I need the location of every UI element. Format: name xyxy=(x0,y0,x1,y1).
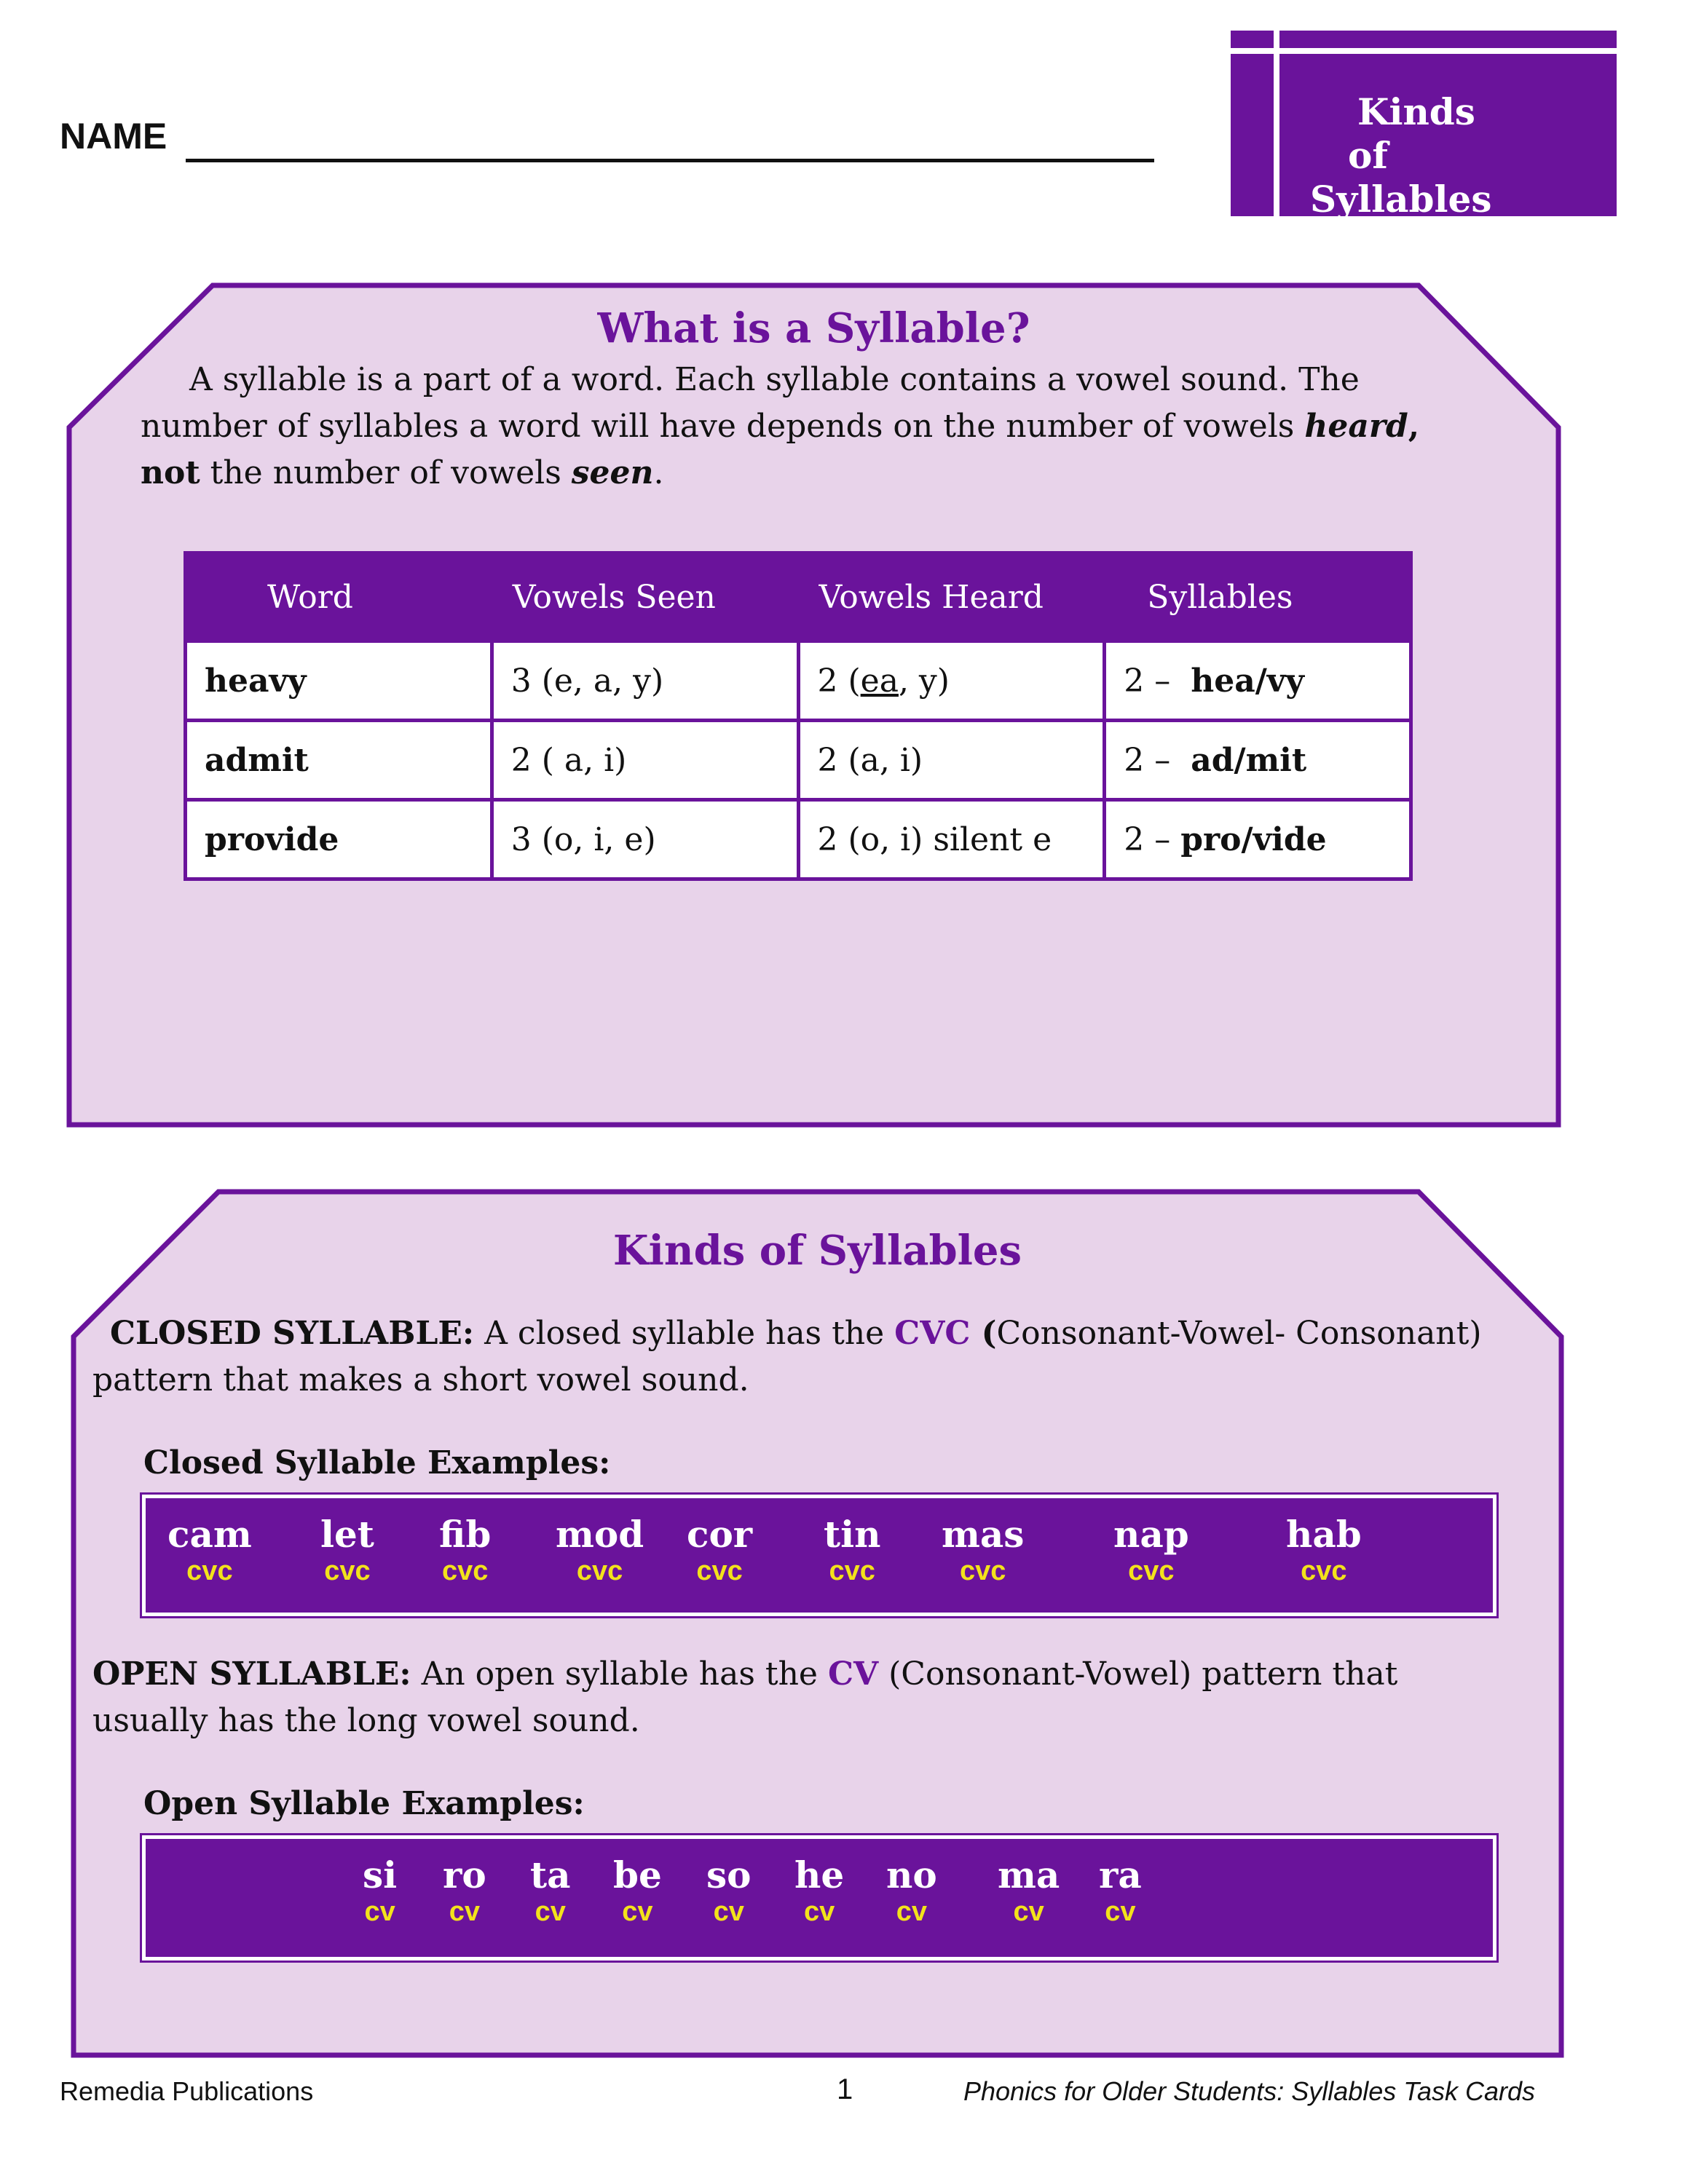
cell-syllables: 2 – ad/mit xyxy=(1105,721,1411,800)
name-input-line[interactable] xyxy=(186,159,1154,162)
open-example: so cv xyxy=(706,1853,752,1927)
open-syllable-definition xyxy=(92,1651,1397,1744)
closed-example: cor cvc xyxy=(687,1513,753,1586)
open-example: no cv xyxy=(886,1853,937,1927)
closed-example: mod cvc xyxy=(556,1513,644,1586)
footer-book-title: Phonics for Older Students: Syllables Task Cards xyxy=(963,2076,1536,2106)
table-row xyxy=(186,800,1411,879)
cell-vowels-seen: 3 (e, a, y) xyxy=(492,641,798,721)
name-label: NAME xyxy=(60,116,167,157)
col-header-vowels-seen: Vowels Seen xyxy=(492,553,798,641)
table-header-row xyxy=(186,553,1411,641)
col-header-syllables: Syllables xyxy=(1105,553,1411,641)
definition-line-3: not the number of vowels seen. xyxy=(141,454,664,491)
what-is-a-syllable-heading: What is a Syllable? xyxy=(597,304,1030,352)
closed-examples-title: Closed Syllable Examples: xyxy=(143,1444,611,1481)
col-header-word: Word xyxy=(186,553,492,641)
cell-syllables: 2 – hea/vy xyxy=(1105,641,1411,721)
closed-syllable-definition xyxy=(92,1310,1482,1404)
definition-line-2: number of syllables a word will have depends on the number of vowels heard, xyxy=(141,408,1420,445)
title-line-1: Kinds xyxy=(1357,90,1475,133)
table-row xyxy=(186,721,1411,800)
cell-syllables: 2 – pro/vide xyxy=(1105,800,1411,879)
cell-vowels-heard: 2 (a, i) xyxy=(798,721,1105,800)
closed-example: cam cvc xyxy=(167,1513,252,1586)
title-line-3: Syllables xyxy=(1310,178,1492,221)
open-examples-strip xyxy=(142,1835,1496,1961)
cell-vowels-seen: 3 (o, i, e) xyxy=(492,800,798,879)
definition-paragraph xyxy=(141,357,1419,496)
col-header-vowels-heard: Vowels Heard xyxy=(798,553,1105,641)
definition-line-1: A syllable is a part of a word. Each syllable contains a vowel sound. The xyxy=(189,361,1360,398)
open-examples-title: Open Syllable Examples: xyxy=(143,1785,585,1822)
closed-definition-line-2: pattern that makes a short vowel sound. xyxy=(92,1361,749,1398)
closed-definition-line-1: CLOSED SYLLABLE: A closed syllable has the CVC (Consonant-Vowel- Consonant) xyxy=(110,1315,1482,1352)
open-example: be cv xyxy=(613,1853,662,1927)
cell-word: heavy xyxy=(186,641,492,721)
open-definition-line-2: usually has the long vowel sound. xyxy=(92,1702,640,1739)
closed-example: fib cvc xyxy=(439,1513,492,1586)
open-example: he cv xyxy=(794,1853,845,1927)
open-example: ro cv xyxy=(443,1853,486,1927)
closed-example: tin cvc xyxy=(824,1513,881,1586)
cell-word: admit xyxy=(186,721,492,800)
title-line-2: of xyxy=(1348,134,1388,177)
open-example: ma cv xyxy=(998,1853,1060,1927)
open-example: ra cv xyxy=(1099,1853,1142,1927)
cell-vowels-heard: 2 (o, i) silent e xyxy=(798,800,1105,879)
footer-publisher: Remedia Publications xyxy=(60,2076,314,2106)
open-example: si cv xyxy=(363,1853,398,1927)
footer-page-number: 1 xyxy=(837,2073,853,2105)
closed-examples-strip xyxy=(142,1495,1496,1616)
closed-example: let cvc xyxy=(320,1513,374,1586)
title-badge xyxy=(1231,31,1617,221)
open-definition-line-1: OPEN SYLLABLE: An open syllable has the CV (Consonant-Vowel) pattern that xyxy=(92,1655,1398,1693)
cell-word: provide xyxy=(186,800,492,879)
cell-vowels-seen: 2 ( a, i) xyxy=(492,721,798,800)
table-row xyxy=(186,641,1411,721)
closed-example: nap cvc xyxy=(1113,1513,1189,1586)
closed-example: mas cvc xyxy=(942,1513,1025,1586)
cell-vowels-heard: 2 (ea, y) xyxy=(798,641,1105,721)
open-example: ta cv xyxy=(530,1853,571,1927)
closed-example: hab cvc xyxy=(1286,1513,1362,1586)
kinds-of-syllables-heading: Kinds of Syllables xyxy=(612,1227,1022,1275)
syllable-table xyxy=(184,551,1413,881)
